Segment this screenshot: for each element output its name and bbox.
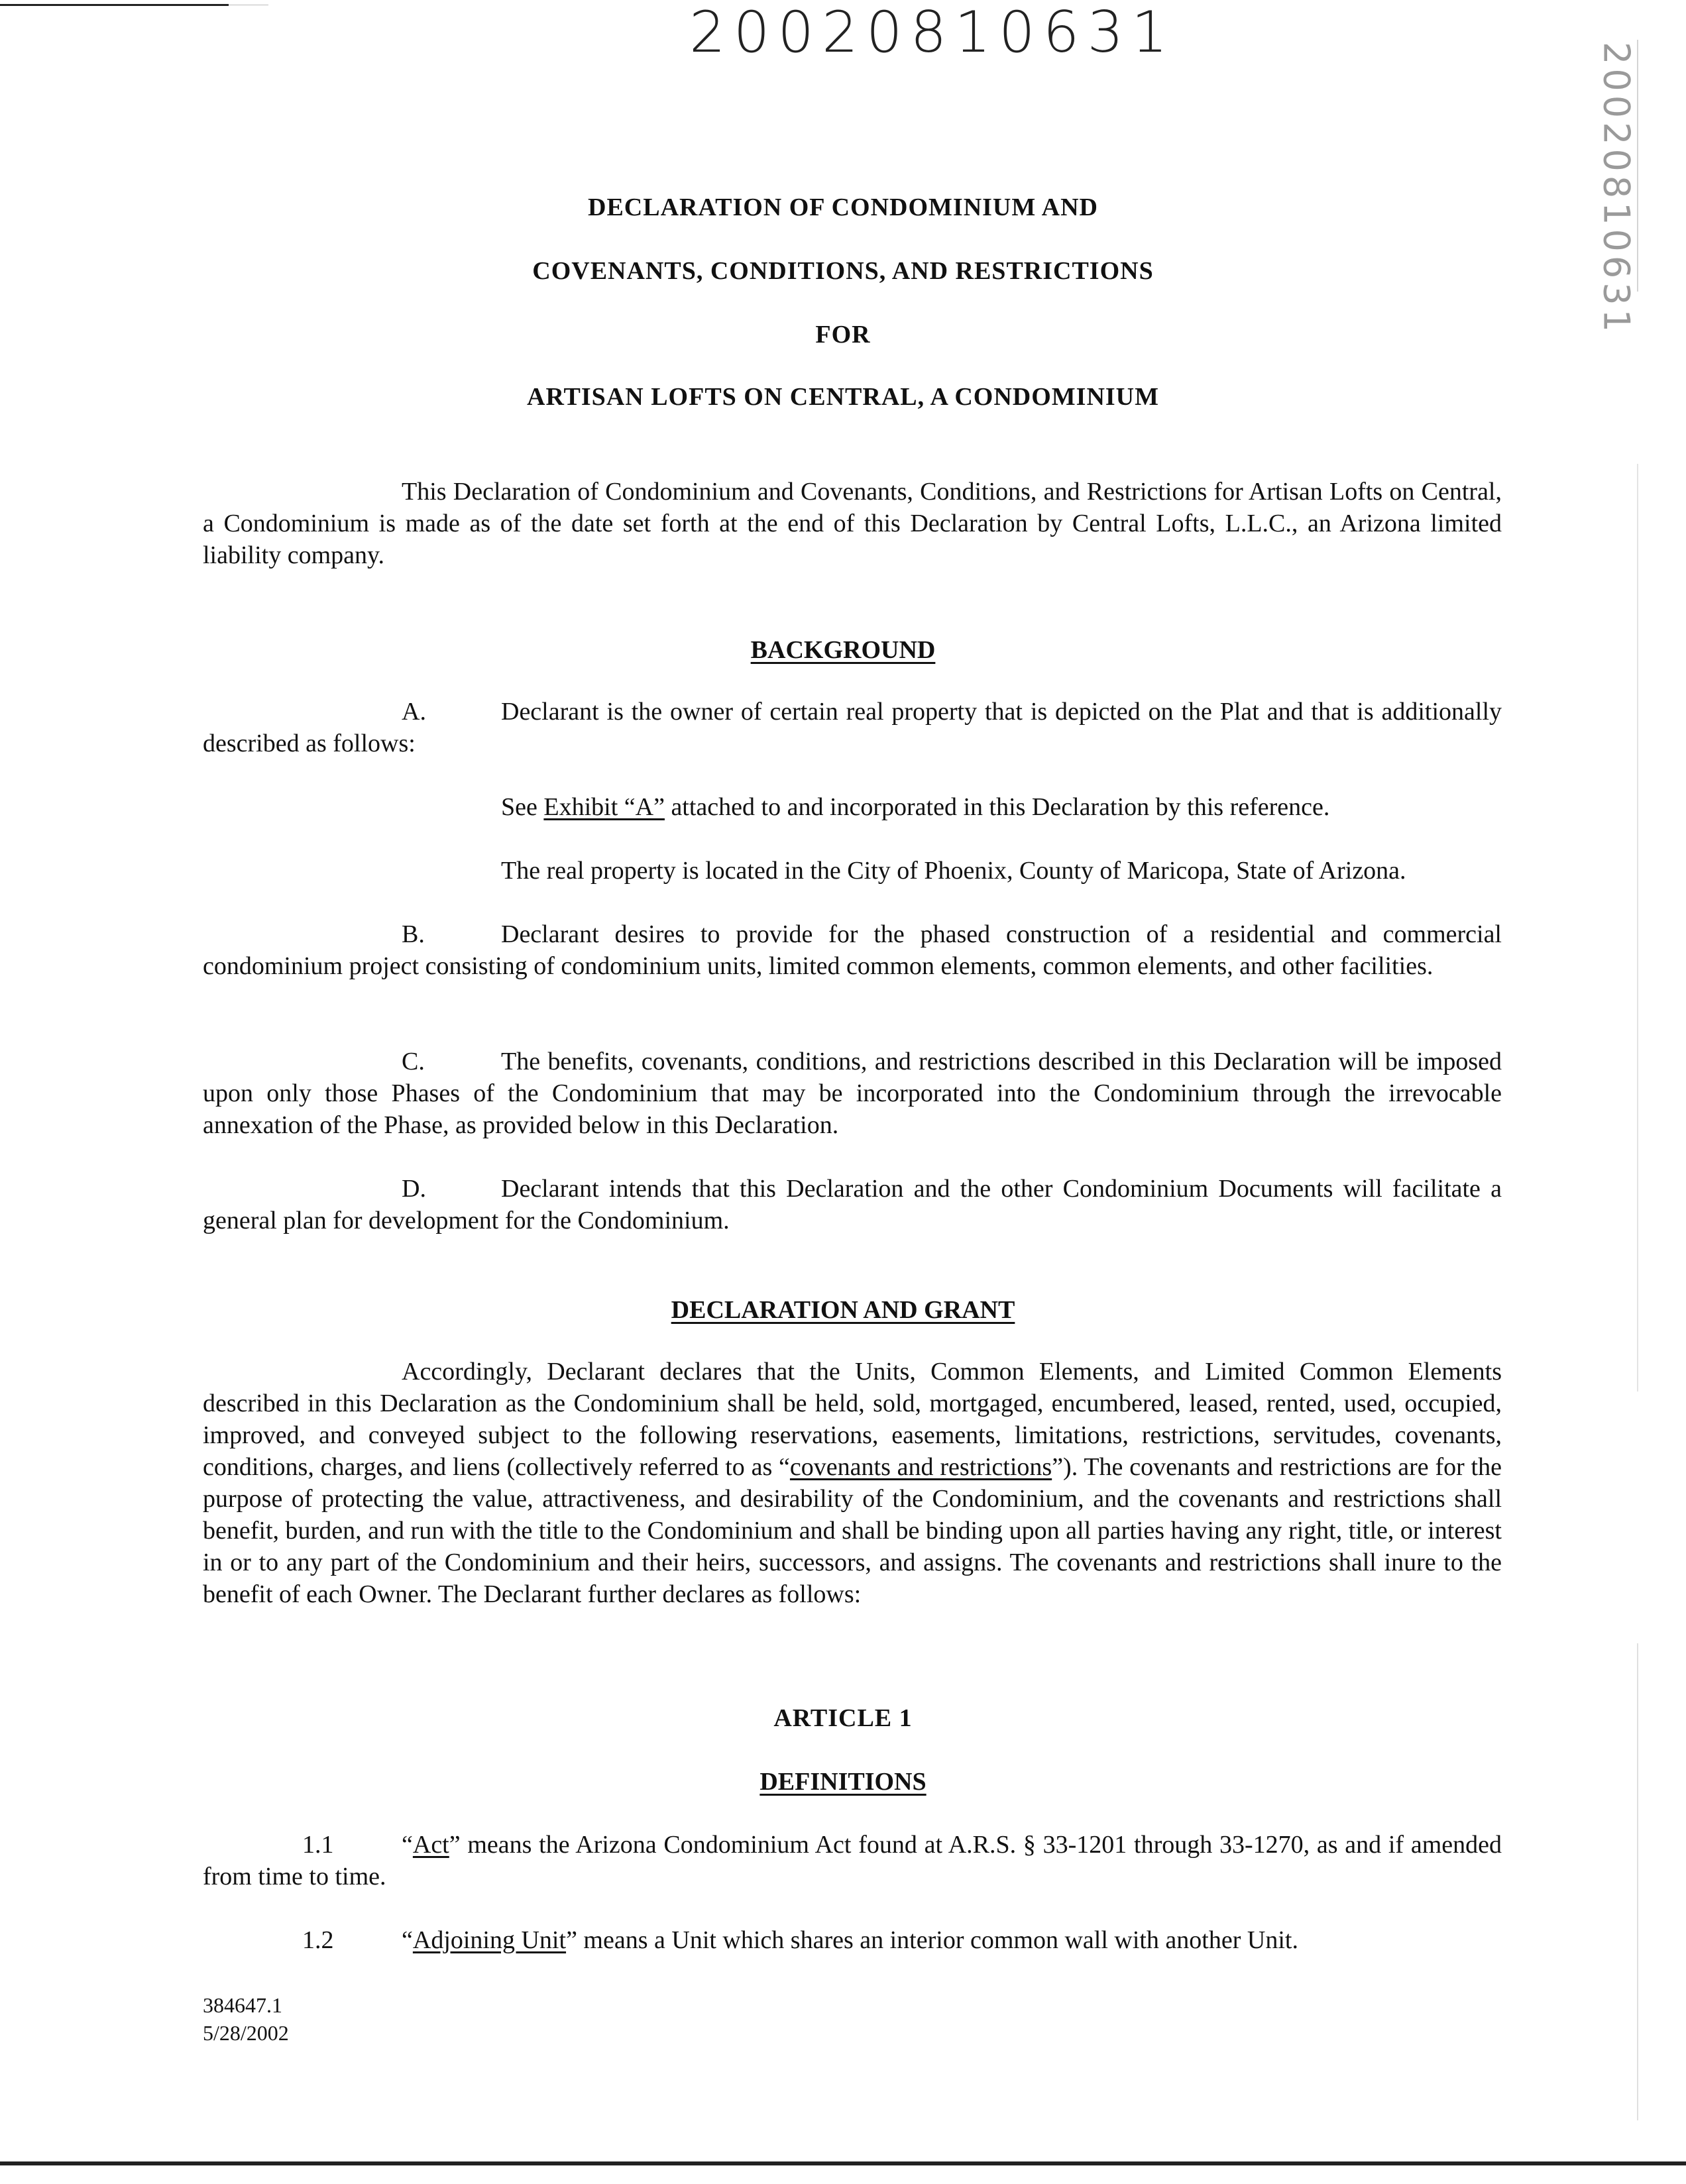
intro-paragraph: This Declaration of Condominium and Covenants, Conditions, and Restrictions for Artisan Lofts on Central, a Condominium is made as of the date set forth at the end of this Declaration by Central Lofts, L.L.C., an Arizona limited liability company. bbox=[203, 478, 1502, 569]
background-paragraph-b: B. Declarant desires to provide for the phased construction of a residential and commercial condominium project consisting of condominium units, limited common elements, common elements, and other facilities. bbox=[203, 918, 1502, 982]
background-paragraph-d: D. Declarant intends that this Declaration and the other Condominium Documents will facilitate a general plan for development for the Condominium. bbox=[203, 1173, 1502, 1236]
paragraph-label: A. bbox=[402, 698, 426, 726]
grant-paragraph: Accordingly, Declarant declares that the Units, Common Elements, and Limited Common Elements described in this Declaration as the Condominium shall be held, sold, mortgaged, encumbered, leased, rented, used, occupied, improved, and conveyed subject to the following reservations, easements, limitations, restrictions, servitudes, covenants, conditions, charges, and liens (collectively referred to as “covenants and restrictions”). The covenants and restrictions are for the purpose of protecting the value, attractiveness, and desirability of the Condominium, and the covenants and restrictions shall benefit, burden, and run with the title to the Condominium and shall be binding upon all parties having any right, title, or interest in or to any part of the Condominium and their heirs, successors, and assigns. The covenants and restrictions shall inure to the benefit of each Owner. The Declarant further declares as follows: bbox=[203, 1358, 1502, 1608]
title-line-1: DECLARATION OF CONDOMINIUM AND bbox=[588, 193, 1098, 221]
defined-term: Act bbox=[412, 1831, 449, 1859]
section-number: 1.1 bbox=[302, 1831, 334, 1859]
side-stamp-text: 20020810631 bbox=[1595, 42, 1638, 336]
document-footer bbox=[203, 1991, 289, 2047]
background-heading: BACKGROUND bbox=[750, 636, 936, 664]
exhibit-a-reference: Exhibit “A” bbox=[543, 793, 665, 821]
top-edge-rule bbox=[0, 4, 229, 6]
definitions-heading: DEFINITIONS bbox=[759, 1768, 927, 1796]
defined-term: Adjoining Unit bbox=[412, 1926, 567, 1954]
recording-number: 20020810631 bbox=[689, 0, 1176, 66]
section-number: 1.2 bbox=[302, 1926, 334, 1954]
document-id: 384647.1 bbox=[203, 1993, 282, 2017]
document-date: 5/28/2002 bbox=[203, 2021, 289, 2045]
definition-1-2: 1.2 “Adjoining Unit” means a Unit which shares an interior common wall with another Unit. bbox=[203, 1924, 1502, 1956]
definition-1-1: 1.1 “Act” means the Arizona Condominium Act found at A.R.S. § 33-1201 through 33-1270, as and if amended from time to time. bbox=[203, 1829, 1502, 1892]
property-location: The real property is located in the City of Phoenix, County of Maricopa, State of Arizona. bbox=[501, 857, 1406, 885]
defined-term: covenants and restrictions bbox=[789, 1453, 1052, 1481]
paragraph-label: C. bbox=[402, 1048, 425, 1075]
bottom-edge-rule bbox=[0, 2161, 1686, 2165]
scan-edge-line bbox=[1637, 464, 1638, 1392]
background-paragraph-c: C. The benefits, covenants, conditions, and restrictions described in this Declaration will be imposed upon only those Phases of the Condominium that may be incorporated into the Condominium through the irrevocable annexation of the Phase, as provided below in this Declaration. bbox=[203, 1046, 1502, 1141]
title-line-2: COVENANTS, CONDITIONS, AND RESTRICTIONS bbox=[532, 257, 1154, 285]
exhibit-reference: See Exhibit “A” attached to and incorporated in this Declaration by this reference. bbox=[501, 793, 1330, 821]
paragraph-label: D. bbox=[402, 1175, 426, 1203]
scan-edge-line bbox=[1637, 40, 1638, 292]
title-line-4: ARTISAN LOFTS ON CENTRAL, A CONDOMINIUM bbox=[527, 383, 1159, 411]
paragraph-label: B. bbox=[402, 920, 425, 948]
background-paragraph-a: A. Declarant is the owner of certain real property that is depicted on the Plat and that is additionally described as follows: bbox=[203, 696, 1502, 759]
title-line-3: FOR bbox=[815, 321, 871, 349]
grant-heading: DECLARATION AND GRANT bbox=[671, 1296, 1015, 1324]
article-number: ARTICLE 1 bbox=[773, 1704, 913, 1732]
